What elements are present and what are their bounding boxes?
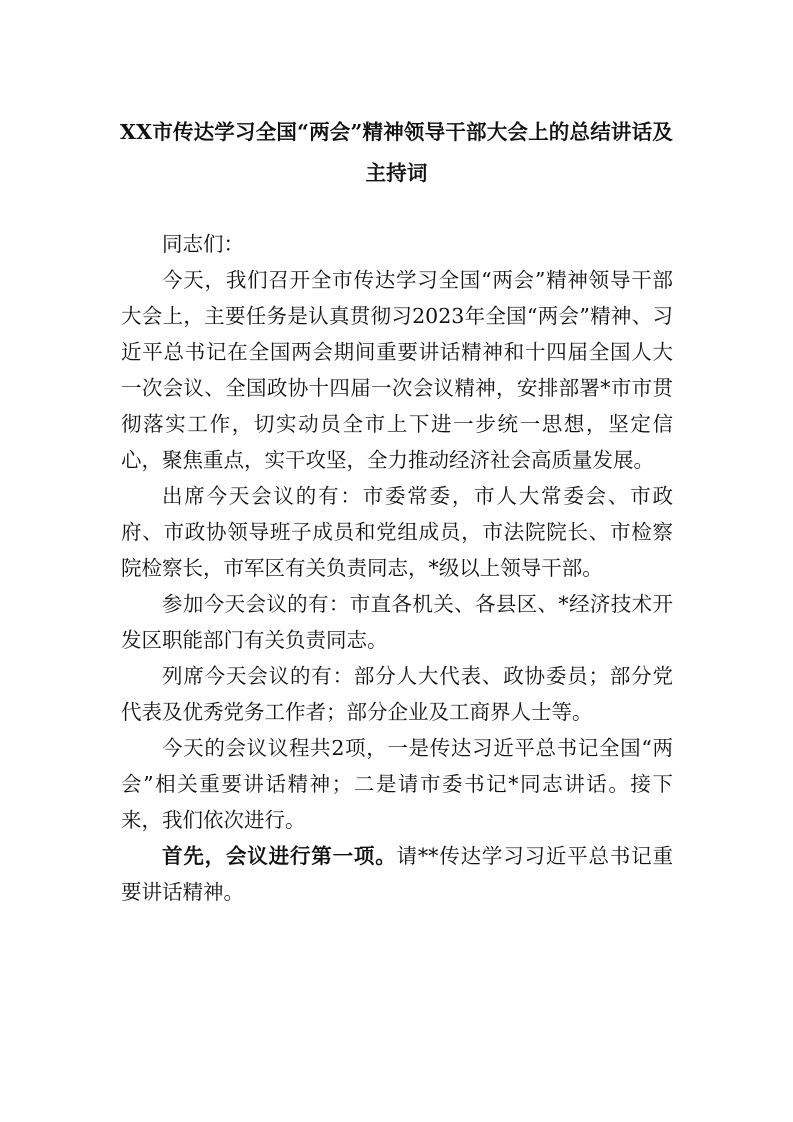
first-item-text: 请**传达学习习近平总书记重要讲话精神。 <box>121 844 674 904</box>
paragraph-participants: 参加今天会议的有：市直各机关、各县区、*经济技术开发区职能部门有关负责同志。 <box>121 592 673 652</box>
title-line-1: XX市传达学习全国“两会”精神领导干部大会上的总结讲话及 <box>120 120 673 144</box>
first-item-lead: 首先，会议进行第一项。 <box>162 844 397 868</box>
title-line-2: 主持词 <box>365 161 428 185</box>
paragraph-attendees: 出席今天会议的有：市委常委，市人大常委会、市政府、市政协领导班子成员和党组成员，市法院院长、市检察院检察长，市军区有关负责同志，*级以上领导干部。 <box>121 484 673 580</box>
document-body <box>121 226 673 910</box>
paragraph-first-item <box>121 838 673 910</box>
paragraph-intro: 今天，我们召开全市传达学习全国“两会”精神领导干部大会上，主要任务是认真贯彻习2023年全国“两会”精神、习近平总书记在全国两会期间重要讲话精神和十四届全国人大一次会议、全国政协十四届一次会议精神，安排部署*市市贯彻落实工作，切实动员全市上下进一步统一思想，坚定信心，聚焦重点，实干攻坚，全力推动经济社会高质量发展。 <box>121 268 673 472</box>
document-title <box>118 112 675 194</box>
paragraph-observers: 列席今天会议的有：部分人大代表、政协委员；部分党代表及优秀党务工作者；部分企业及工商界人士等。 <box>121 664 673 724</box>
salutation: 同志们： <box>162 232 244 256</box>
paragraph-agenda: 今天的会议议程共2项，一是传达习近平总书记全国“两会”相关重要讲话精神；二是请市委书记*同志讲话。接下来，我们依次进行。 <box>121 736 673 832</box>
